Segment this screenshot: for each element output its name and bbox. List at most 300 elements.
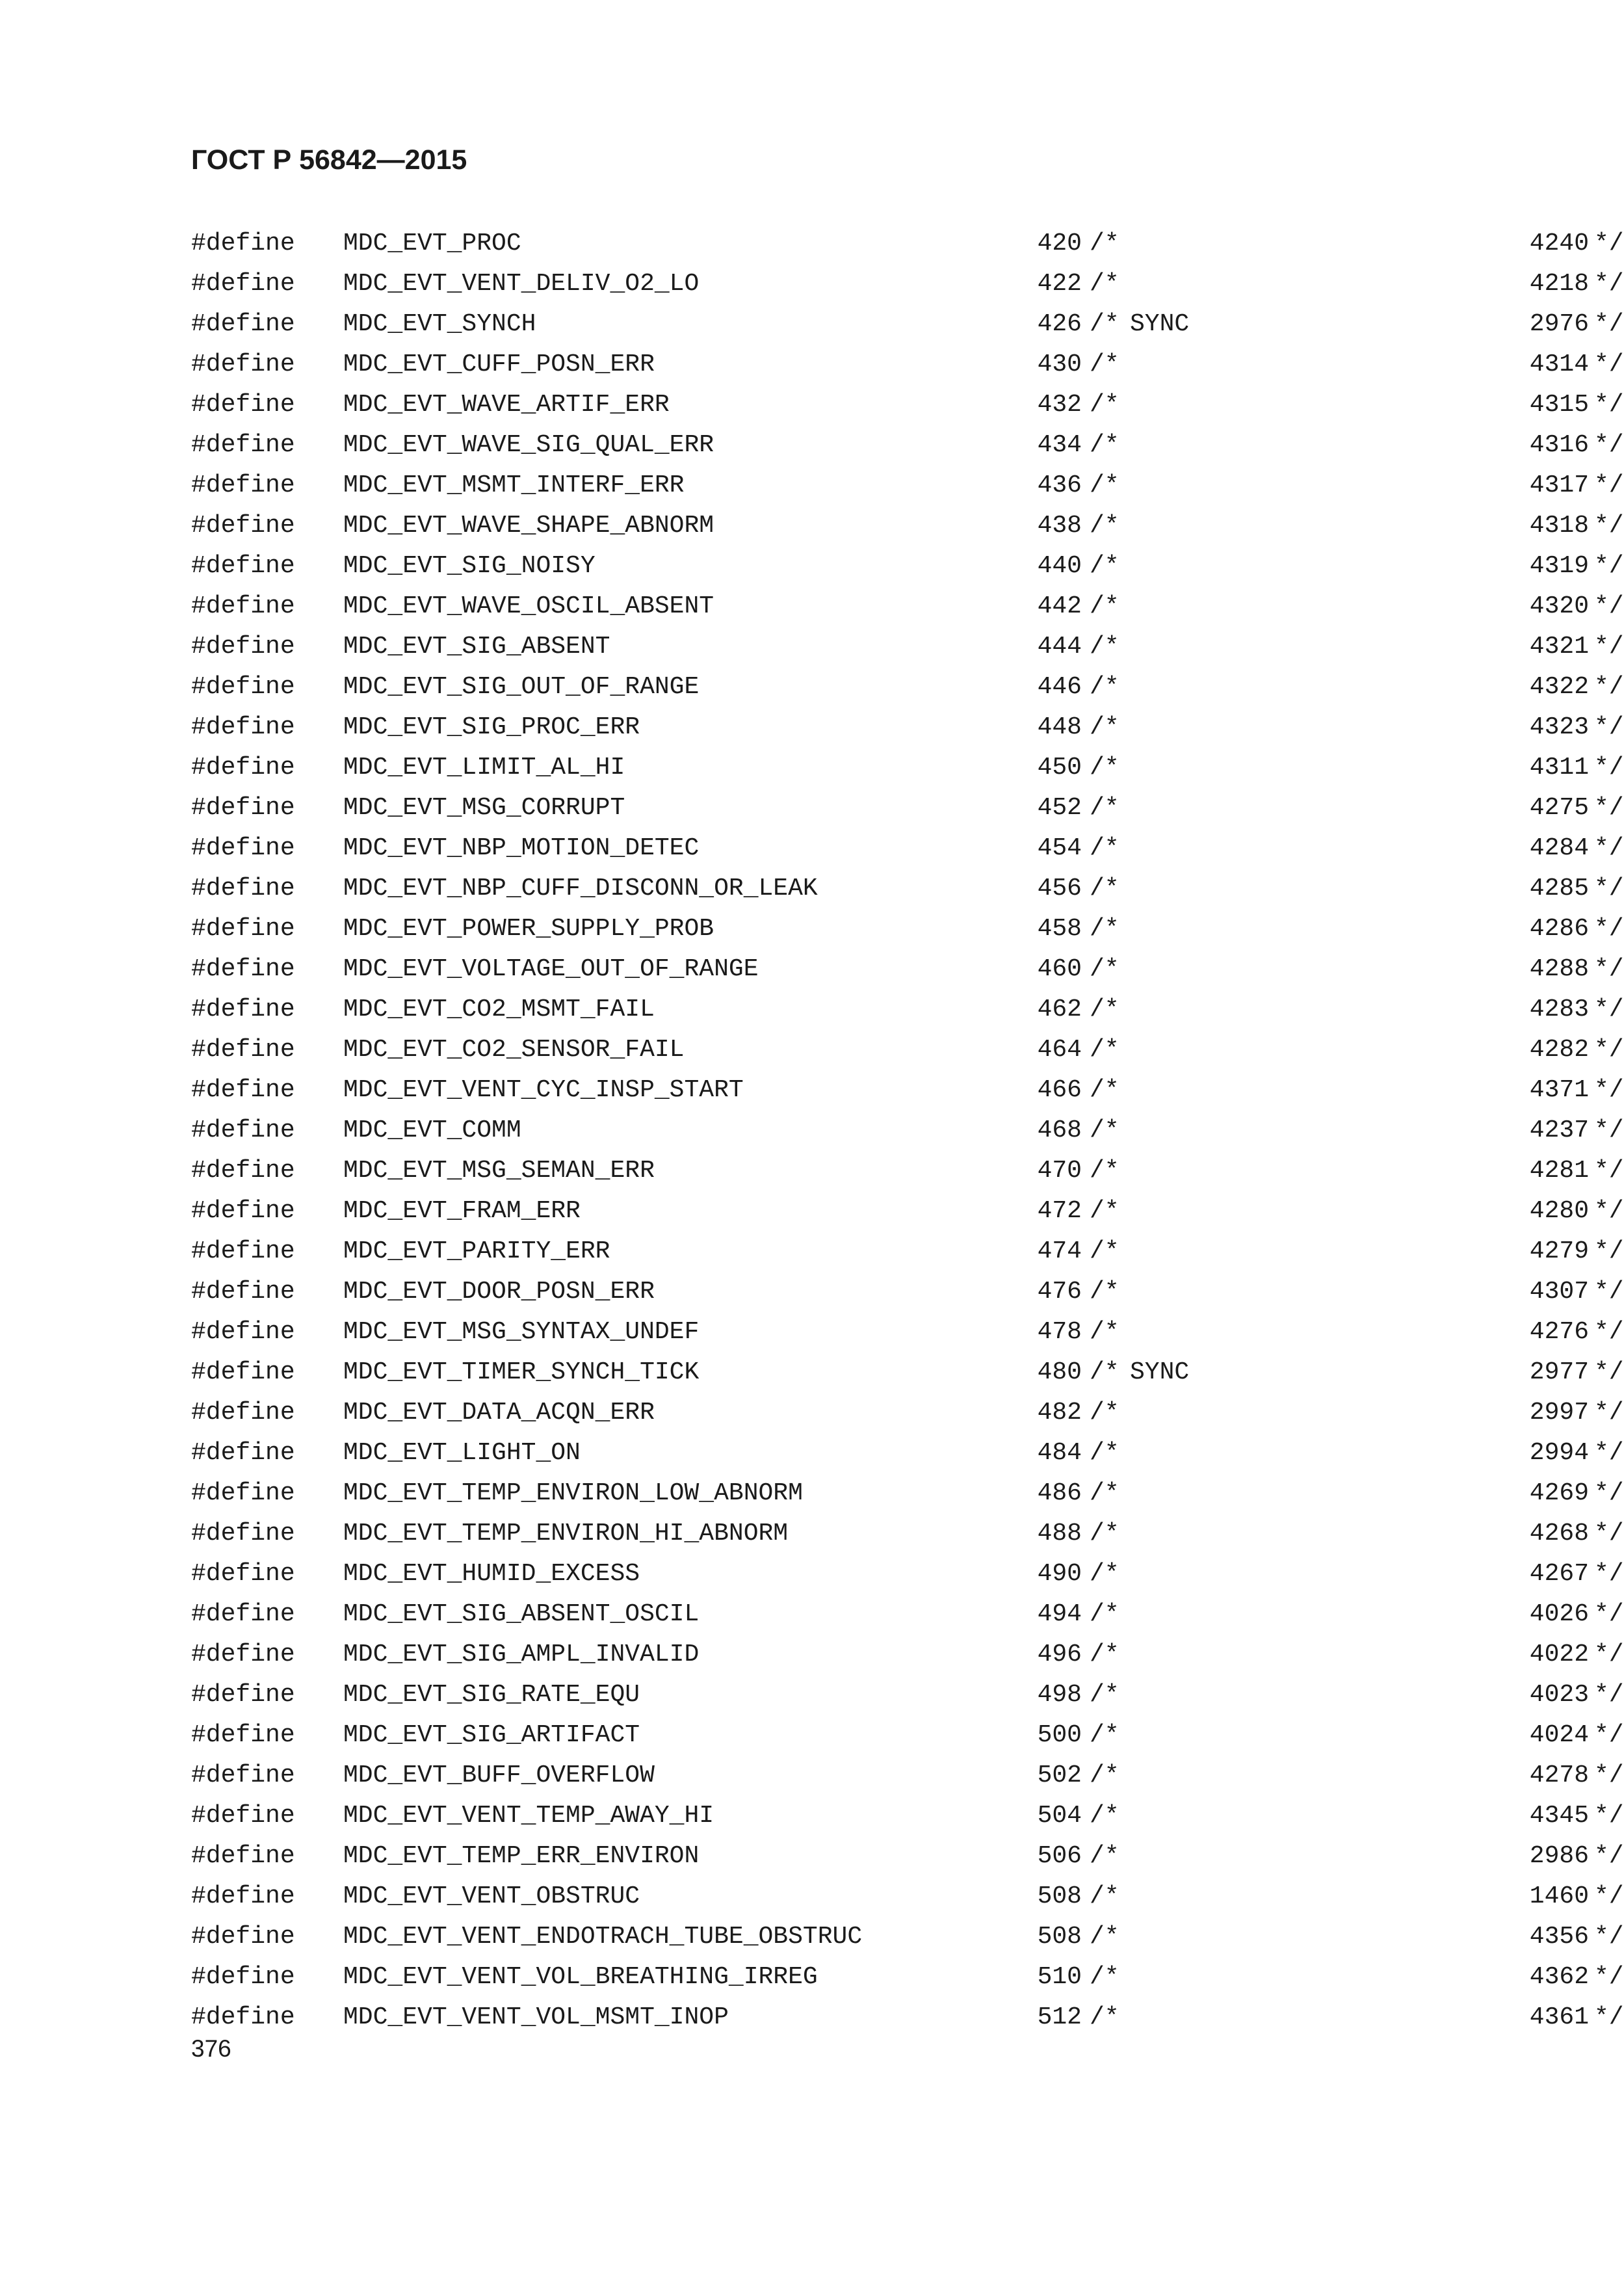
define-line <box>191 828 1624 869</box>
comment-close: */ <box>1594 1278 1624 1306</box>
comment-open: /* <box>1090 915 1120 943</box>
define-line <box>191 1070 1624 1111</box>
reference-code: 2976 <box>1529 310 1589 338</box>
define-keyword: #define <box>191 1439 295 1467</box>
define-keyword: #define <box>191 1560 295 1588</box>
define-keyword: #define <box>191 875 295 903</box>
comment-open: /* <box>1090 875 1120 903</box>
comment-open: /* <box>1090 1600 1120 1628</box>
constant-value: 460 <box>1037 955 1082 983</box>
comment-close: */ <box>1594 955 1624 983</box>
define-keyword: #define <box>191 794 295 822</box>
define-line <box>191 506 1624 546</box>
comment-open: /* <box>1090 1641 1120 1668</box>
constant-value: 496 <box>1037 1641 1082 1668</box>
constant-name: MDC_EVT_POWER_SUPPLY_PROB <box>343 915 714 943</box>
comment-close: */ <box>1594 794 1624 822</box>
constant-name: MDC_EVT_TIMER_SYNCH_TICK <box>343 1358 700 1386</box>
comment-close: */ <box>1594 1358 1624 1386</box>
define-line <box>191 1554 1624 1594</box>
constant-value: 434 <box>1037 431 1082 459</box>
define-keyword: #define <box>191 1641 295 1668</box>
define-keyword: #define <box>191 1923 295 1951</box>
constant-value: 502 <box>1037 1761 1082 1789</box>
constant-name: MDC_EVT_SIG_ABSENT_OSCIL <box>343 1600 700 1628</box>
define-line <box>191 224 1624 264</box>
reference-code: 2986 <box>1529 1842 1589 1870</box>
constant-name: MDC_EVT_MSG_SYNTAX_UNDEF <box>343 1318 700 1346</box>
comment-close: */ <box>1594 270 1624 298</box>
constant-name: MDC_EVT_DOOR_POSN_ERR <box>343 1278 655 1306</box>
constant-value: 470 <box>1037 1157 1082 1185</box>
reference-code: 4276 <box>1529 1318 1589 1346</box>
comment-open: /* <box>1090 350 1120 378</box>
comment-close: */ <box>1594 915 1624 943</box>
constant-value: 506 <box>1037 1842 1082 1870</box>
constant-value: 486 <box>1037 1479 1082 1507</box>
comment-close: */ <box>1594 2003 1624 2031</box>
constant-name: MDC_EVT_SYNCH <box>343 310 536 338</box>
constant-value: 508 <box>1037 1923 1082 1951</box>
define-line <box>191 345 1624 385</box>
constant-value: 512 <box>1037 2003 1082 2031</box>
constant-name: MDC_EVT_VENT_VOL_MSMT_INOP <box>343 2003 729 2031</box>
constant-value: 504 <box>1037 1802 1082 1830</box>
reference-code: 2997 <box>1529 1399 1589 1427</box>
define-line <box>191 1635 1624 1675</box>
constant-value: 462 <box>1037 995 1082 1023</box>
comment-close: */ <box>1594 1399 1624 1427</box>
constant-name: MDC_EVT_VENT_ENDOTRACH_TUBE_OBSTRUC <box>343 1923 863 1951</box>
comment-open: /* <box>1090 1358 1120 1386</box>
comment-open: /* <box>1090 834 1120 862</box>
reference-code: 4026 <box>1529 1600 1589 1628</box>
comment-open: /* <box>1090 1399 1120 1427</box>
comment-open: /* <box>1090 270 1120 298</box>
define-line <box>191 1796 1624 1836</box>
define-keyword: #define <box>191 1721 295 1749</box>
define-keyword: #define <box>191 713 295 741</box>
define-line <box>191 788 1624 828</box>
define-keyword: #define <box>191 1358 295 1386</box>
define-line <box>191 264 1624 304</box>
constant-name: MDC_EVT_SIG_ABSENT <box>343 633 610 661</box>
reference-code: 4288 <box>1529 955 1589 983</box>
comment-close: */ <box>1594 1560 1624 1588</box>
constant-value: 480 <box>1037 1358 1082 1386</box>
define-line <box>191 748 1624 788</box>
define-keyword: #define <box>191 1237 295 1265</box>
comment-open: /* <box>1090 633 1120 661</box>
constant-name: MDC_EVT_SIG_RATE_EQU <box>343 1681 640 1709</box>
define-line <box>191 1352 1624 1393</box>
reference-code: 4281 <box>1529 1157 1589 1185</box>
comment-open: /* <box>1090 1963 1120 1991</box>
comment-close: */ <box>1594 1842 1624 1870</box>
define-line <box>191 1473 1624 1514</box>
define-line <box>191 667 1624 707</box>
comment-open: /* <box>1090 471 1120 499</box>
define-keyword: #define <box>191 995 295 1023</box>
comment-close: */ <box>1594 713 1624 741</box>
comment-close: */ <box>1594 1076 1624 1104</box>
define-line <box>191 466 1624 506</box>
comment-close: */ <box>1594 1036 1624 1064</box>
comment-open: /* <box>1090 552 1120 580</box>
comment-close: */ <box>1594 1923 1624 1951</box>
constant-value: 478 <box>1037 1318 1082 1346</box>
constant-value: 426 <box>1037 310 1082 338</box>
define-line <box>191 1111 1624 1151</box>
constant-value: 474 <box>1037 1237 1082 1265</box>
comment-close: */ <box>1594 1600 1624 1628</box>
reference-code: 4218 <box>1529 270 1589 298</box>
constant-value: 458 <box>1037 915 1082 943</box>
constant-value: 468 <box>1037 1116 1082 1144</box>
comment-open: /* <box>1090 1842 1120 1870</box>
constant-name: MDC_EVT_CO2_MSMT_FAIL <box>343 995 655 1023</box>
constant-value: 508 <box>1037 1882 1082 1910</box>
comment-close: */ <box>1594 1681 1624 1709</box>
define-keyword: #define <box>191 1157 295 1185</box>
reference-code: 4314 <box>1529 350 1589 378</box>
reference-code: 4319 <box>1529 552 1589 580</box>
comment-open: /* <box>1090 1721 1120 1749</box>
reference-code: 4315 <box>1529 391 1589 419</box>
constant-name: MDC_EVT_VENT_DELIV_O2_LO <box>343 270 700 298</box>
define-keyword: #define <box>191 350 295 378</box>
constant-name: MDC_EVT_PARITY_ERR <box>343 1237 610 1265</box>
page-number: 376 <box>191 2035 231 2062</box>
reference-code: 4286 <box>1529 915 1589 943</box>
define-keyword: #define <box>191 270 295 298</box>
constant-name: MDC_EVT_VENT_OBSTRUC <box>343 1882 640 1910</box>
define-line <box>191 425 1624 466</box>
constant-value: 440 <box>1037 552 1082 580</box>
reference-code: 4284 <box>1529 834 1589 862</box>
constant-value: 442 <box>1037 592 1082 620</box>
constant-value: 490 <box>1037 1560 1082 1588</box>
constant-value: 482 <box>1037 1399 1082 1427</box>
comment-note: SYNC <box>1130 1358 1190 1386</box>
reference-code: 4267 <box>1529 1560 1589 1588</box>
constant-name: MDC_EVT_NBP_CUFF_DISCONN_OR_LEAK <box>343 875 818 903</box>
constant-value: 446 <box>1037 673 1082 701</box>
comment-close: */ <box>1594 1197 1624 1225</box>
comment-close: */ <box>1594 1963 1624 1991</box>
comment-close: */ <box>1594 1157 1624 1185</box>
define-keyword: #define <box>191 633 295 661</box>
comment-open: /* <box>1090 592 1120 620</box>
comment-open: /* <box>1090 1439 1120 1467</box>
define-keyword: #define <box>191 431 295 459</box>
reference-code: 1460 <box>1529 1882 1589 1910</box>
define-line <box>191 1393 1624 1433</box>
define-line <box>191 304 1624 345</box>
define-line <box>191 1756 1624 1796</box>
constant-name: MDC_EVT_TEMP_ENVIRON_HI_ABNORM <box>343 1520 789 1548</box>
constant-name: MDC_EVT_TEMP_ENVIRON_LOW_ABNORM <box>343 1479 803 1507</box>
comment-close: */ <box>1594 1761 1624 1789</box>
reference-code: 4356 <box>1529 1923 1589 1951</box>
define-line <box>191 1594 1624 1635</box>
reference-code: 4023 <box>1529 1681 1589 1709</box>
constant-name: MDC_EVT_DATA_ACQN_ERR <box>343 1399 655 1427</box>
constant-value: 438 <box>1037 512 1082 540</box>
define-line <box>191 949 1624 990</box>
reference-code: 4275 <box>1529 794 1589 822</box>
comment-open: /* <box>1090 1157 1120 1185</box>
comment-close: */ <box>1594 1882 1624 1910</box>
comment-close: */ <box>1594 754 1624 782</box>
define-keyword: #define <box>191 471 295 499</box>
constant-value: 448 <box>1037 713 1082 741</box>
constant-name: MDC_EVT_HUMID_EXCESS <box>343 1560 640 1588</box>
comment-open: /* <box>1090 1520 1120 1548</box>
define-line <box>191 627 1624 667</box>
define-keyword: #define <box>191 310 295 338</box>
constant-value: 432 <box>1037 391 1082 419</box>
constant-name: MDC_EVT_SIG_AMPL_INVALID <box>343 1641 700 1668</box>
define-keyword: #define <box>191 592 295 620</box>
reference-code: 4237 <box>1529 1116 1589 1144</box>
comment-open: /* <box>1090 391 1120 419</box>
constant-name: MDC_EVT_LIMIT_AL_HI <box>343 754 625 782</box>
comment-close: */ <box>1594 552 1624 580</box>
comment-close: */ <box>1594 834 1624 862</box>
comment-open: /* <box>1090 955 1120 983</box>
define-line <box>191 1957 1624 1998</box>
reference-code: 4345 <box>1529 1802 1589 1830</box>
reference-code: 4269 <box>1529 1479 1589 1507</box>
comment-close: */ <box>1594 1116 1624 1144</box>
define-keyword: #define <box>191 1882 295 1910</box>
reference-code: 4317 <box>1529 471 1589 499</box>
comment-close: */ <box>1594 673 1624 701</box>
comment-close: */ <box>1594 1802 1624 1830</box>
constant-value: 456 <box>1037 875 1082 903</box>
define-keyword: #define <box>191 1036 295 1064</box>
constant-name: MDC_EVT_TEMP_ERR_ENVIRON <box>343 1842 700 1870</box>
define-keyword: #define <box>191 1399 295 1427</box>
constant-value: 444 <box>1037 633 1082 661</box>
constant-value: 422 <box>1037 270 1082 298</box>
constant-value: 436 <box>1037 471 1082 499</box>
define-keyword: #define <box>191 1278 295 1306</box>
comment-open: /* <box>1090 1278 1120 1306</box>
reference-code: 4323 <box>1529 713 1589 741</box>
constant-value: 450 <box>1037 754 1082 782</box>
constant-name: MDC_EVT_WAVE_OSCIL_ABSENT <box>343 592 714 620</box>
define-keyword: #define <box>191 1842 295 1870</box>
constant-name: MDC_EVT_MSG_SEMAN_ERR <box>343 1157 655 1185</box>
reference-code: 4279 <box>1529 1237 1589 1265</box>
reference-code: 4285 <box>1529 875 1589 903</box>
reference-code: 4318 <box>1529 512 1589 540</box>
constant-name: MDC_EVT_VENT_TEMP_AWAY_HI <box>343 1802 714 1830</box>
constant-name: MDC_EVT_COMM <box>343 1116 521 1144</box>
comment-close: */ <box>1594 431 1624 459</box>
constant-name: MDC_EVT_NBP_MOTION_DETEC <box>343 834 700 862</box>
define-line <box>191 1433 1624 1473</box>
define-keyword: #define <box>191 1318 295 1346</box>
define-list <box>191 224 1624 2038</box>
reference-code: 4361 <box>1529 2003 1589 2031</box>
comment-close: */ <box>1594 1479 1624 1507</box>
comment-close: */ <box>1594 1318 1624 1346</box>
define-keyword: #define <box>191 1520 295 1548</box>
reference-code: 4320 <box>1529 592 1589 620</box>
comment-open: /* <box>1090 673 1120 701</box>
constant-name: MDC_EVT_VENT_CYC_INSP_START <box>343 1076 744 1104</box>
define-keyword: #define <box>191 1963 295 1991</box>
define-keyword: #define <box>191 1479 295 1507</box>
define-keyword: #define <box>191 1076 295 1104</box>
comment-close: */ <box>1594 512 1624 540</box>
define-keyword: #define <box>191 955 295 983</box>
reference-code: 4283 <box>1529 995 1589 1023</box>
define-line <box>191 1191 1624 1232</box>
constant-name: MDC_EVT_WAVE_SIG_QUAL_ERR <box>343 431 714 459</box>
constant-name: MDC_EVT_SIG_PROC_ERR <box>343 713 640 741</box>
constant-value: 488 <box>1037 1520 1082 1548</box>
constant-name: MDC_EVT_MSG_CORRUPT <box>343 794 625 822</box>
define-line <box>191 1877 1624 1917</box>
define-line <box>191 1917 1624 1957</box>
define-keyword: #define <box>191 512 295 540</box>
comment-close: */ <box>1594 1721 1624 1749</box>
define-line <box>191 1232 1624 1272</box>
comment-close: */ <box>1594 1641 1624 1668</box>
reference-code: 4371 <box>1529 1076 1589 1104</box>
constant-name: MDC_EVT_VOLTAGE_OUT_OF_RANGE <box>343 955 759 983</box>
define-line <box>191 1514 1624 1554</box>
constant-name: MDC_EVT_SIG_ARTIFACT <box>343 1721 640 1749</box>
comment-open: /* <box>1090 713 1120 741</box>
comment-open: /* <box>1090 1681 1120 1709</box>
reference-code: 4022 <box>1529 1641 1589 1668</box>
comment-close: */ <box>1594 1439 1624 1467</box>
constant-name: MDC_EVT_WAVE_SHAPE_ABNORM <box>343 512 714 540</box>
comment-open: /* <box>1090 754 1120 782</box>
define-keyword: #define <box>191 2003 295 2031</box>
constant-name: MDC_EVT_VENT_VOL_BREATHING_IRREG <box>343 1963 818 1991</box>
comment-open: /* <box>1090 1318 1120 1346</box>
constant-value: 494 <box>1037 1600 1082 1628</box>
constant-name: MDC_EVT_CUFF_POSN_ERR <box>343 350 655 378</box>
comment-open: /* <box>1090 1197 1120 1225</box>
constant-name: MDC_EVT_LIGHT_ON <box>343 1439 581 1467</box>
comment-open: /* <box>1090 1923 1120 1951</box>
define-keyword: #define <box>191 915 295 943</box>
constant-name: MDC_EVT_BUFF_OVERFLOW <box>343 1761 655 1789</box>
constant-value: 452 <box>1037 794 1082 822</box>
constant-name: MDC_EVT_SIG_NOISY <box>343 552 596 580</box>
comment-close: */ <box>1594 310 1624 338</box>
define-keyword: #define <box>191 1681 295 1709</box>
comment-note: SYNC <box>1130 310 1190 338</box>
reference-code: 4362 <box>1529 1963 1589 1991</box>
define-keyword: #define <box>191 230 295 257</box>
define-line <box>191 385 1624 425</box>
reference-code: 4278 <box>1529 1761 1589 1789</box>
comment-open: /* <box>1090 1076 1120 1104</box>
document-header: ГОСТ Р 56842—2015 <box>191 144 467 176</box>
constant-value: 476 <box>1037 1278 1082 1306</box>
reference-code: 4282 <box>1529 1036 1589 1064</box>
comment-open: /* <box>1090 1116 1120 1144</box>
constant-value: 500 <box>1037 1721 1082 1749</box>
comment-close: */ <box>1594 592 1624 620</box>
define-line <box>191 1272 1624 1312</box>
comment-close: */ <box>1594 875 1624 903</box>
define-line <box>191 1312 1624 1352</box>
define-keyword: #define <box>191 1600 295 1628</box>
comment-open: /* <box>1090 1761 1120 1789</box>
comment-open: /* <box>1090 1479 1120 1507</box>
define-line <box>191 990 1624 1030</box>
constant-name: MDC_EVT_PROC <box>343 230 521 257</box>
comment-open: /* <box>1090 1237 1120 1265</box>
constant-name: MDC_EVT_SIG_OUT_OF_RANGE <box>343 673 700 701</box>
comment-open: /* <box>1090 230 1120 257</box>
reference-code: 4280 <box>1529 1197 1589 1225</box>
comment-open: /* <box>1090 794 1120 822</box>
comment-open: /* <box>1090 512 1120 540</box>
define-line <box>191 1836 1624 1877</box>
reference-code: 4024 <box>1529 1721 1589 1749</box>
constant-value: 510 <box>1037 1963 1082 1991</box>
reference-code: 4322 <box>1529 673 1589 701</box>
comment-close: */ <box>1594 230 1624 257</box>
reference-code: 4311 <box>1529 754 1589 782</box>
constant-name: MDC_EVT_CO2_SENSOR_FAIL <box>343 1036 685 1064</box>
constant-value: 498 <box>1037 1681 1082 1709</box>
constant-value: 454 <box>1037 834 1082 862</box>
define-line <box>191 909 1624 949</box>
comment-open: /* <box>1090 995 1120 1023</box>
constant-value: 464 <box>1037 1036 1082 1064</box>
comment-open: /* <box>1090 431 1120 459</box>
constant-value: 484 <box>1037 1439 1082 1467</box>
constant-value: 430 <box>1037 350 1082 378</box>
constant-name: MDC_EVT_MSMT_INTERF_ERR <box>343 471 685 499</box>
reference-code: 4240 <box>1529 230 1589 257</box>
constant-name: MDC_EVT_FRAM_ERR <box>343 1197 581 1225</box>
define-line <box>191 1998 1624 2038</box>
constant-name: MDC_EVT_WAVE_ARTIF_ERR <box>343 391 670 419</box>
comment-open: /* <box>1090 2003 1120 2031</box>
define-keyword: #define <box>191 1116 295 1144</box>
define-keyword: #define <box>191 1802 295 1830</box>
constant-value: 466 <box>1037 1076 1082 1104</box>
define-line <box>191 1151 1624 1191</box>
comment-open: /* <box>1090 1802 1120 1830</box>
define-line <box>191 1715 1624 1756</box>
comment-open: /* <box>1090 1882 1120 1910</box>
constant-value: 472 <box>1037 1197 1082 1225</box>
define-keyword: #define <box>191 552 295 580</box>
comment-close: */ <box>1594 350 1624 378</box>
comment-open: /* <box>1090 310 1120 338</box>
reference-code: 4321 <box>1529 633 1589 661</box>
comment-close: */ <box>1594 471 1624 499</box>
define-line <box>191 587 1624 627</box>
define-keyword: #define <box>191 673 295 701</box>
define-keyword: #define <box>191 754 295 782</box>
reference-code: 2994 <box>1529 1439 1589 1467</box>
reference-code: 2977 <box>1529 1358 1589 1386</box>
